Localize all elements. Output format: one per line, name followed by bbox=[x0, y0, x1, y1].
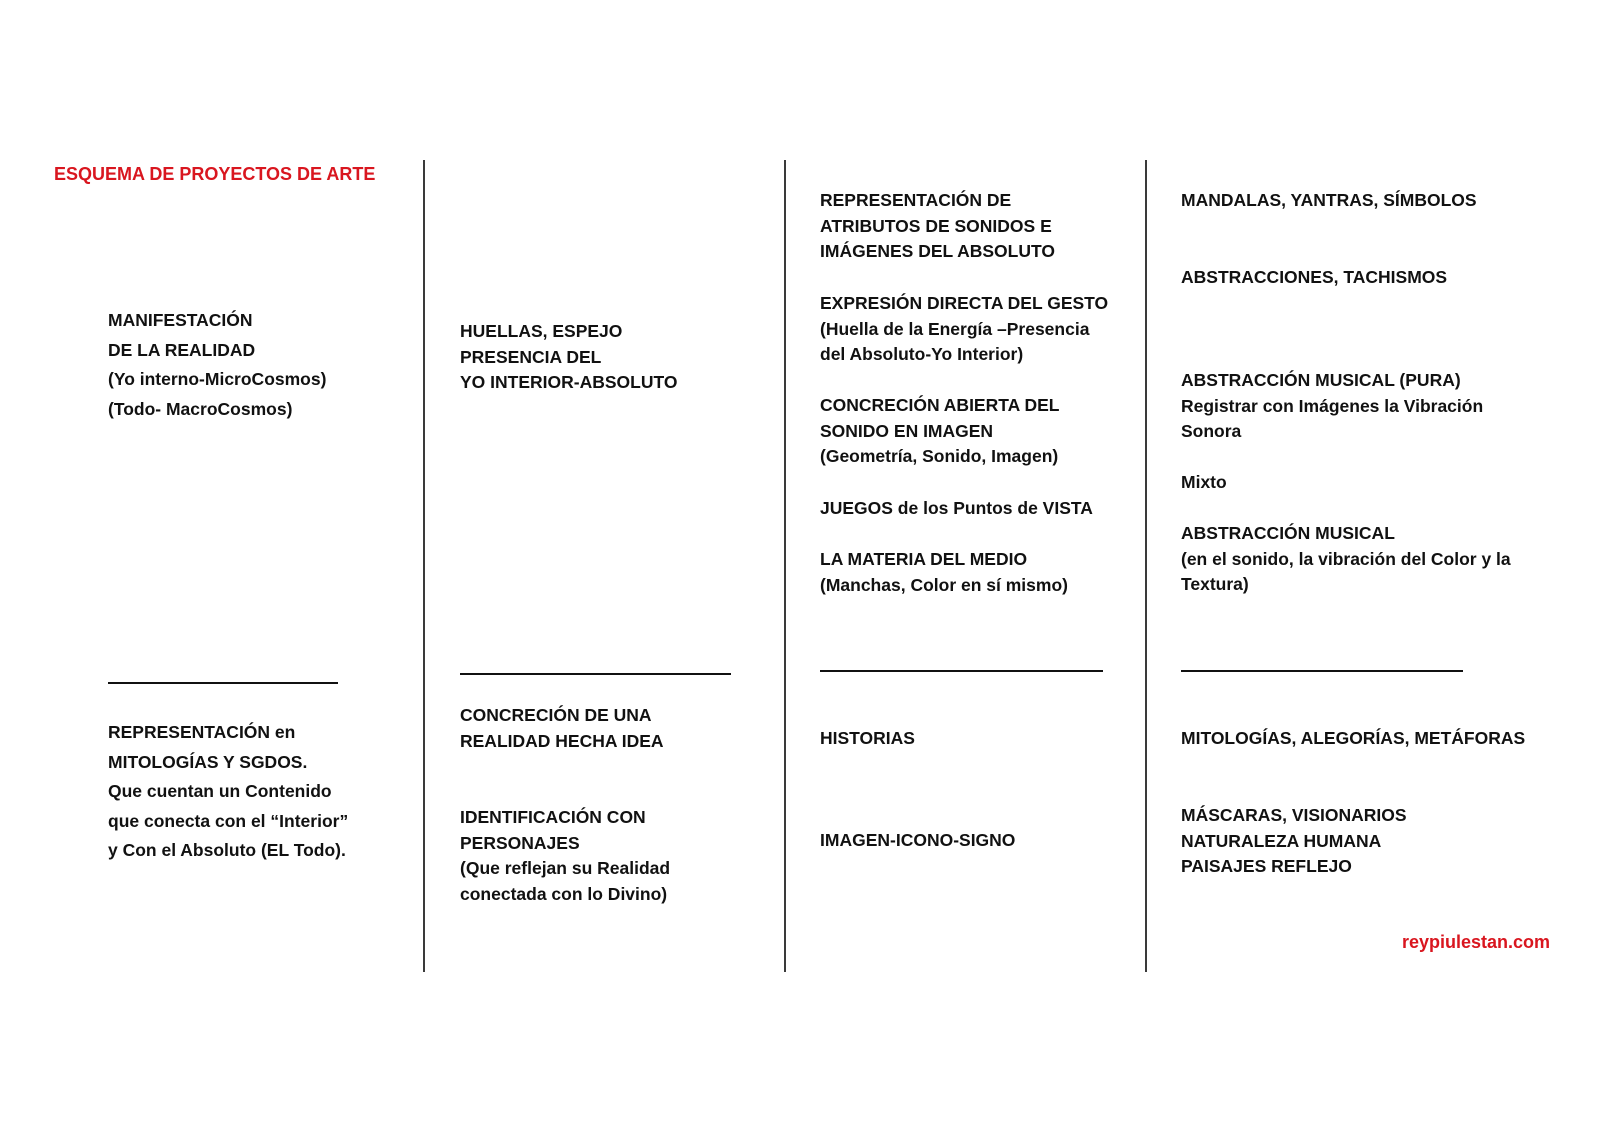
column-divider-1 bbox=[423, 160, 425, 972]
col3-item-1: REPRESENTACIÓN DE ATRIBUTOS DE SONIDOS E IMÁGENES DEL ABSOLUTO bbox=[820, 190, 1055, 262]
col4-item-4: Mixto bbox=[1181, 472, 1227, 492]
col4-item-2: ABSTRACCIONES, TACHISMOS bbox=[1181, 267, 1448, 287]
col4-item-1: MANDALAS, YANTRAS, SÍMBOLOS bbox=[1181, 190, 1477, 210]
col3-separator bbox=[820, 670, 1103, 672]
col3-item-3: CONCRECIÓN ABIERTA DEL SONIDO EN IMAGEN (Geometría, Sonido, Imagen) bbox=[820, 395, 1060, 467]
page-title: ESQUEMA DE PROYECTOS DE ARTE bbox=[54, 164, 376, 184]
col1-separator bbox=[108, 682, 338, 684]
col2-separator bbox=[460, 673, 731, 675]
col3-item-2: EXPRESIÓN DIRECTA DEL GESTO (Huella de la Energía –Presencia del Absoluto-Yo Interior) bbox=[820, 293, 1109, 365]
col4-item-5: ABSTRACCIÓN MUSICAL (en el sonido, la vibración del Color y la Textura) bbox=[1181, 523, 1511, 595]
column-divider-3 bbox=[1145, 160, 1147, 972]
col1-top-text: MANIFESTACIÓN DE LA REALIDAD (Yo interno-MicroCosmos) (Todo- MacroCosmos) bbox=[108, 310, 327, 419]
col2-bottom-text-2: IDENTIFICACIÓN CON PERSONAJES (Que reflejan su Realidad conectada con lo Divino) bbox=[460, 807, 671, 904]
col3-bottom-text-2: IMAGEN-ICONO-SIGNO bbox=[820, 830, 1016, 850]
col3-item-5: LA MATERIA DEL MEDIO (Manchas, Color en sí mismo) bbox=[820, 549, 1068, 595]
col4-separator bbox=[1181, 670, 1463, 672]
col3-bottom-text-1: HISTORIAS bbox=[820, 728, 915, 748]
col2-bottom-text-1: CONCRECIÓN DE UNA REALIDAD HECHA IDEA bbox=[460, 705, 664, 751]
col4-bottom-text-1: MITOLOGÍAS, ALEGORÍAS, METÁFORAS bbox=[1181, 728, 1526, 748]
col3-item-4: JUEGOS de los Puntos de VISTA bbox=[820, 498, 1093, 518]
separator-glyph: ________________________ bbox=[108, 671, 122, 672]
column-divider-2 bbox=[784, 160, 786, 972]
col4-bottom-text-2: MÁSCARAS, VISIONARIOS NATURALEZA HUMANA PAISAJES REFLEJO bbox=[1181, 805, 1407, 877]
col1-bottom-text: REPRESENTACIÓN en MITOLOGÍAS Y SGDOS. Que cuentan un Contenido que conecta con el “Interior” y Con el Absoluto (EL Todo). bbox=[108, 722, 349, 860]
col2-top-text: HUELLAS, ESPEJO PRESENCIA DEL YO INTERIOR-ABSOLUTO bbox=[460, 321, 678, 393]
col4-item-3: ABSTRACCIÓN MUSICAL (PURA) Registrar con Imágenes la Vibración Sonora bbox=[1181, 370, 1484, 442]
website-link[interactable]: reypiulestan.com bbox=[1402, 932, 1551, 952]
